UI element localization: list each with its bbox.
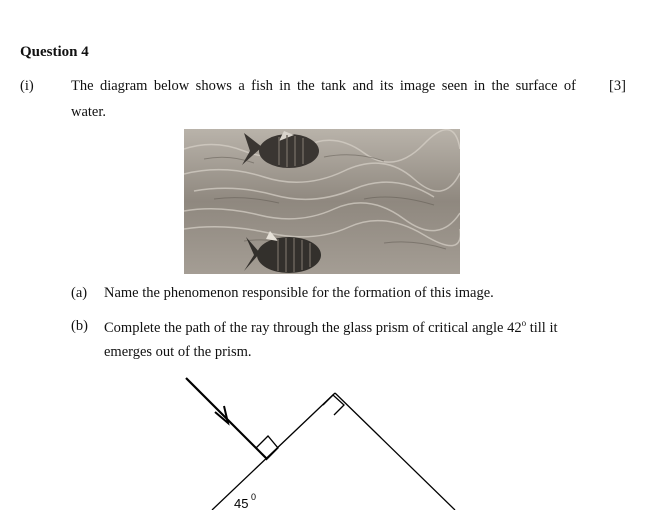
question-intro-line2: water. xyxy=(71,104,107,120)
marks-label: [3] xyxy=(609,78,626,94)
angle-degree-sup: 0 xyxy=(251,492,257,502)
prism-right-face xyxy=(335,393,455,510)
subpart-b-text xyxy=(104,318,558,337)
subpart-b-text-main: Complete the path of the ray through the glass prism of critical angle 42 xyxy=(104,319,522,336)
prism-diagram xyxy=(0,370,650,510)
angle-label: 45 xyxy=(234,496,249,510)
subpart-b-text-tail: till it xyxy=(526,319,558,336)
subpart-a-label: (a) xyxy=(71,285,88,301)
prism-left-face xyxy=(212,393,335,510)
question-intro-line1: The diagram below shows a fish in the tank and its image seen in the surface of xyxy=(71,78,576,94)
fish-reflection-photo xyxy=(184,129,460,274)
incidence-right-angle-icon xyxy=(256,436,278,460)
question-title: Question 4 xyxy=(20,44,89,60)
part-number: (i) xyxy=(20,78,34,94)
fish-photo-image xyxy=(184,129,460,274)
subpart-a-text: Name the phenomenon responsible for the formation of this image. xyxy=(104,285,494,301)
degree-superscript: o xyxy=(521,318,527,328)
subpart-b-text-line2: emerges out of the prism. xyxy=(104,344,252,360)
subpart-b-label: (b) xyxy=(71,318,88,334)
prism-diagram-svg xyxy=(0,370,650,510)
